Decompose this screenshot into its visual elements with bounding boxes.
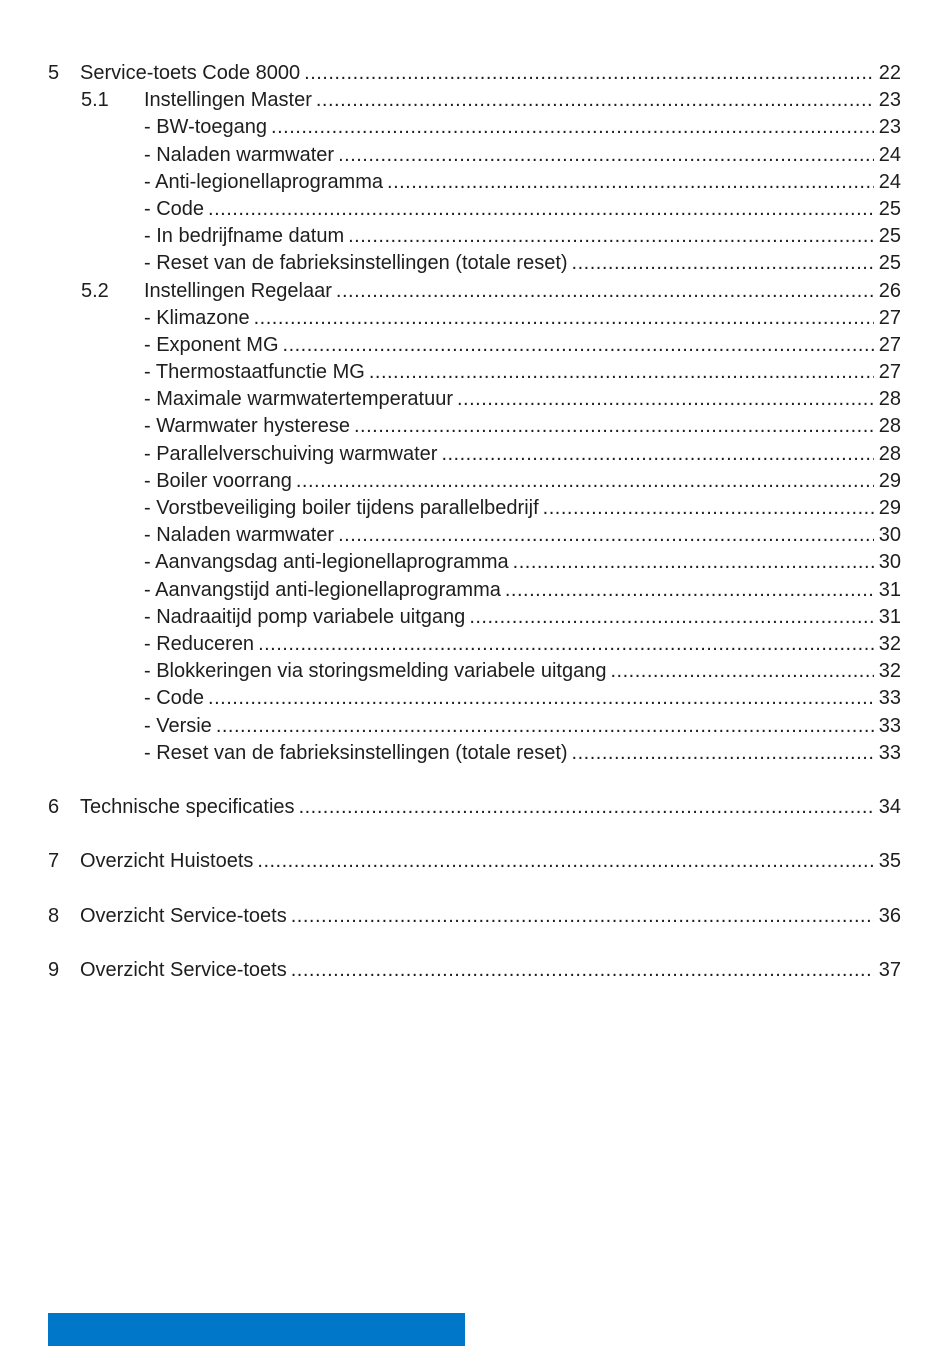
toc-entry-page: 30 (878, 551, 901, 574)
toc-entry-page: 22 (878, 62, 901, 84)
toc-entry-page: 28 (878, 388, 901, 411)
leader-dots (505, 577, 874, 604)
toc-entry-page: 33 (878, 687, 901, 710)
toc-entry-item[interactable] (48, 169, 901, 196)
toc-entry-title: - Parallelverschuiving warmwater (144, 442, 438, 465)
toc-entry-item[interactable] (48, 713, 901, 740)
toc-entry-title: - Klimazone (144, 306, 250, 329)
toc-entry-title: - Versie (144, 714, 212, 737)
leader-dots (338, 142, 874, 169)
leader-dots (387, 169, 874, 196)
table-of-contents (48, 60, 901, 984)
toc-entry-item[interactable] (48, 577, 901, 604)
toc-entry-title: - Nadraaitijd pomp variabele uitgang (144, 605, 466, 628)
toc-entry-page: 25 (878, 225, 901, 248)
toc-entry-title: - Aanvangsdag anti-legionellaprogramma (144, 551, 509, 574)
leader-dots (208, 685, 874, 712)
leader-dots (258, 631, 874, 658)
toc-entry-title: Overzicht Service-toets (80, 959, 287, 982)
toc-entry-item[interactable] (48, 332, 901, 359)
leader-dots (469, 604, 873, 631)
toc-entry-item[interactable] (48, 196, 901, 223)
leader-dots (271, 114, 874, 141)
toc-entry-item[interactable] (48, 223, 901, 250)
toc-entry-page: 27 (878, 361, 901, 384)
leader-dots (513, 549, 874, 576)
toc-entry-title: - Vorstbeveiliging boiler tijdens parallelbedrijf (144, 497, 539, 519)
toc-entry-title: - Naladen warmwater (144, 524, 335, 547)
toc-entry-title: - Exponent MG (144, 333, 279, 356)
leader-dots (369, 359, 874, 386)
leader-dots (208, 196, 874, 223)
toc-entry-item[interactable] (48, 114, 901, 141)
toc-entry-title: - Boiler voorrang (144, 469, 292, 492)
toc-entry-title: - Reset van de fabrieksinstellingen (totale reset) (144, 252, 568, 275)
toc-entry-page: 25 (878, 252, 901, 275)
leader-dots (257, 848, 873, 875)
toc-entry-page: 36 (878, 904, 901, 927)
toc-entry-page: 23 (878, 89, 901, 112)
toc-entry-title: - Code (144, 197, 205, 220)
footer-color-bar (48, 1313, 465, 1346)
toc-entry-item[interactable] (48, 250, 901, 277)
toc-entry-title: - Aanvangstijd anti-legionellaprogramma (144, 578, 501, 601)
toc-entry-page: 30 (878, 524, 901, 547)
leader-dots (610, 658, 873, 685)
leader-dots (572, 250, 874, 277)
toc-entry-chapter[interactable] (48, 848, 901, 875)
toc-entry-chapter[interactable] (48, 794, 901, 821)
toc-entry-page: 29 (878, 497, 901, 519)
leader-dots (441, 441, 873, 468)
toc-entry-number: 9 (48, 959, 60, 982)
toc-entry-page: 25 (878, 197, 901, 220)
toc-entry-page: 31 (878, 605, 901, 628)
leader-dots (304, 60, 874, 87)
toc-entry-page: 29 (878, 469, 901, 492)
toc-entry-title: Instellingen Regelaar (144, 279, 332, 302)
toc-entry-chapter[interactable] (48, 60, 901, 87)
toc-entry-title: - Reduceren (144, 632, 255, 655)
toc-entry-page: 27 (878, 306, 901, 329)
toc-entry-number: 5 (48, 62, 60, 84)
toc-entry-page: 23 (878, 116, 901, 139)
toc-entry-page: 24 (878, 143, 901, 166)
toc-entry-item[interactable] (48, 359, 901, 386)
leader-dots (572, 740, 874, 767)
toc-entry-title: Overzicht Service-toets (80, 904, 287, 927)
toc-entry-item[interactable] (48, 740, 901, 767)
toc-entry-item[interactable] (48, 685, 901, 712)
toc-entry-item[interactable] (48, 549, 901, 576)
toc-entry-item[interactable] (48, 631, 901, 658)
toc-entry-chapter[interactable] (48, 957, 901, 984)
leader-dots (543, 495, 874, 522)
toc-entry-item[interactable] (48, 495, 901, 522)
toc-entry-page: 32 (878, 632, 901, 655)
toc-entry-title: - Thermostaatfunctie MG (144, 361, 365, 384)
toc-entry-number: 6 (48, 796, 60, 819)
toc-entry-item[interactable] (48, 468, 901, 495)
toc-entry-item[interactable] (48, 142, 901, 169)
toc-entry-title: - Warmwater hysterese (144, 415, 350, 438)
toc-entry-page: 35 (878, 850, 901, 873)
toc-entry-item[interactable] (48, 305, 901, 332)
toc-entry-page: 32 (878, 660, 901, 683)
toc-entry-page: 34 (878, 796, 901, 819)
toc-entry-item[interactable] (48, 386, 901, 413)
toc-entry-title: - Blokkeringen via storingsmelding variabele uitgang (144, 660, 607, 683)
toc-entry-number: 5.1 (81, 89, 109, 112)
leader-dots (291, 957, 874, 984)
toc-entry-item[interactable] (48, 604, 901, 631)
toc-entry-page: 28 (878, 415, 901, 438)
toc-entry-section[interactable] (48, 278, 901, 305)
toc-entry-page: 27 (878, 333, 901, 356)
toc-entry-page: 28 (878, 442, 901, 465)
toc-entry-title: - BW-toegang (144, 116, 268, 139)
leader-dots (457, 386, 874, 413)
toc-entry-page: 33 (878, 714, 901, 737)
leader-dots (354, 413, 874, 440)
toc-entry-item[interactable] (48, 658, 901, 685)
toc-entry-number: 8 (48, 904, 60, 927)
toc-entry-page: 31 (878, 578, 901, 601)
toc-entry-title: - Maximale warmwatertemperatuur (144, 388, 453, 411)
toc-entry-page: 26 (878, 279, 901, 302)
toc-entry-chapter[interactable] (48, 903, 901, 930)
toc-entry-title: Service-toets Code 8000 (80, 62, 301, 84)
leader-dots (291, 903, 874, 930)
leader-dots (254, 305, 874, 332)
toc-entry-number: 7 (48, 850, 60, 873)
leader-dots (283, 332, 874, 359)
toc-entry-page: 33 (878, 741, 901, 764)
toc-entry-title: - Anti-legionellaprogramma (144, 170, 384, 193)
toc-entry-item[interactable] (48, 441, 901, 468)
toc-entry-page: 37 (878, 959, 901, 982)
toc-entry-title: - Code (144, 687, 205, 710)
toc-entry-title: Technische specificaties (80, 796, 295, 819)
toc-entry-item[interactable] (48, 413, 901, 440)
toc-entry-item[interactable] (48, 522, 901, 549)
leader-dots (299, 794, 874, 821)
leader-dots (216, 713, 874, 740)
toc-entry-page: 24 (878, 170, 901, 193)
toc-entry-title: Overzicht Huistoets (80, 850, 254, 873)
toc-entry-section[interactable] (48, 87, 901, 114)
leader-dots (336, 278, 874, 305)
leader-dots (316, 87, 874, 114)
toc-entry-title: Instellingen Master (144, 89, 312, 112)
toc-entry-title: - In bedrijfname datum (144, 225, 345, 248)
leader-dots (348, 223, 874, 250)
leader-dots (296, 468, 874, 495)
toc-entry-title: - Reset van de fabrieksinstellingen (totale reset) (144, 741, 568, 764)
toc-entry-title: - Naladen warmwater (144, 143, 335, 166)
leader-dots (338, 522, 874, 549)
toc-entry-number: 5.2 (81, 279, 109, 302)
